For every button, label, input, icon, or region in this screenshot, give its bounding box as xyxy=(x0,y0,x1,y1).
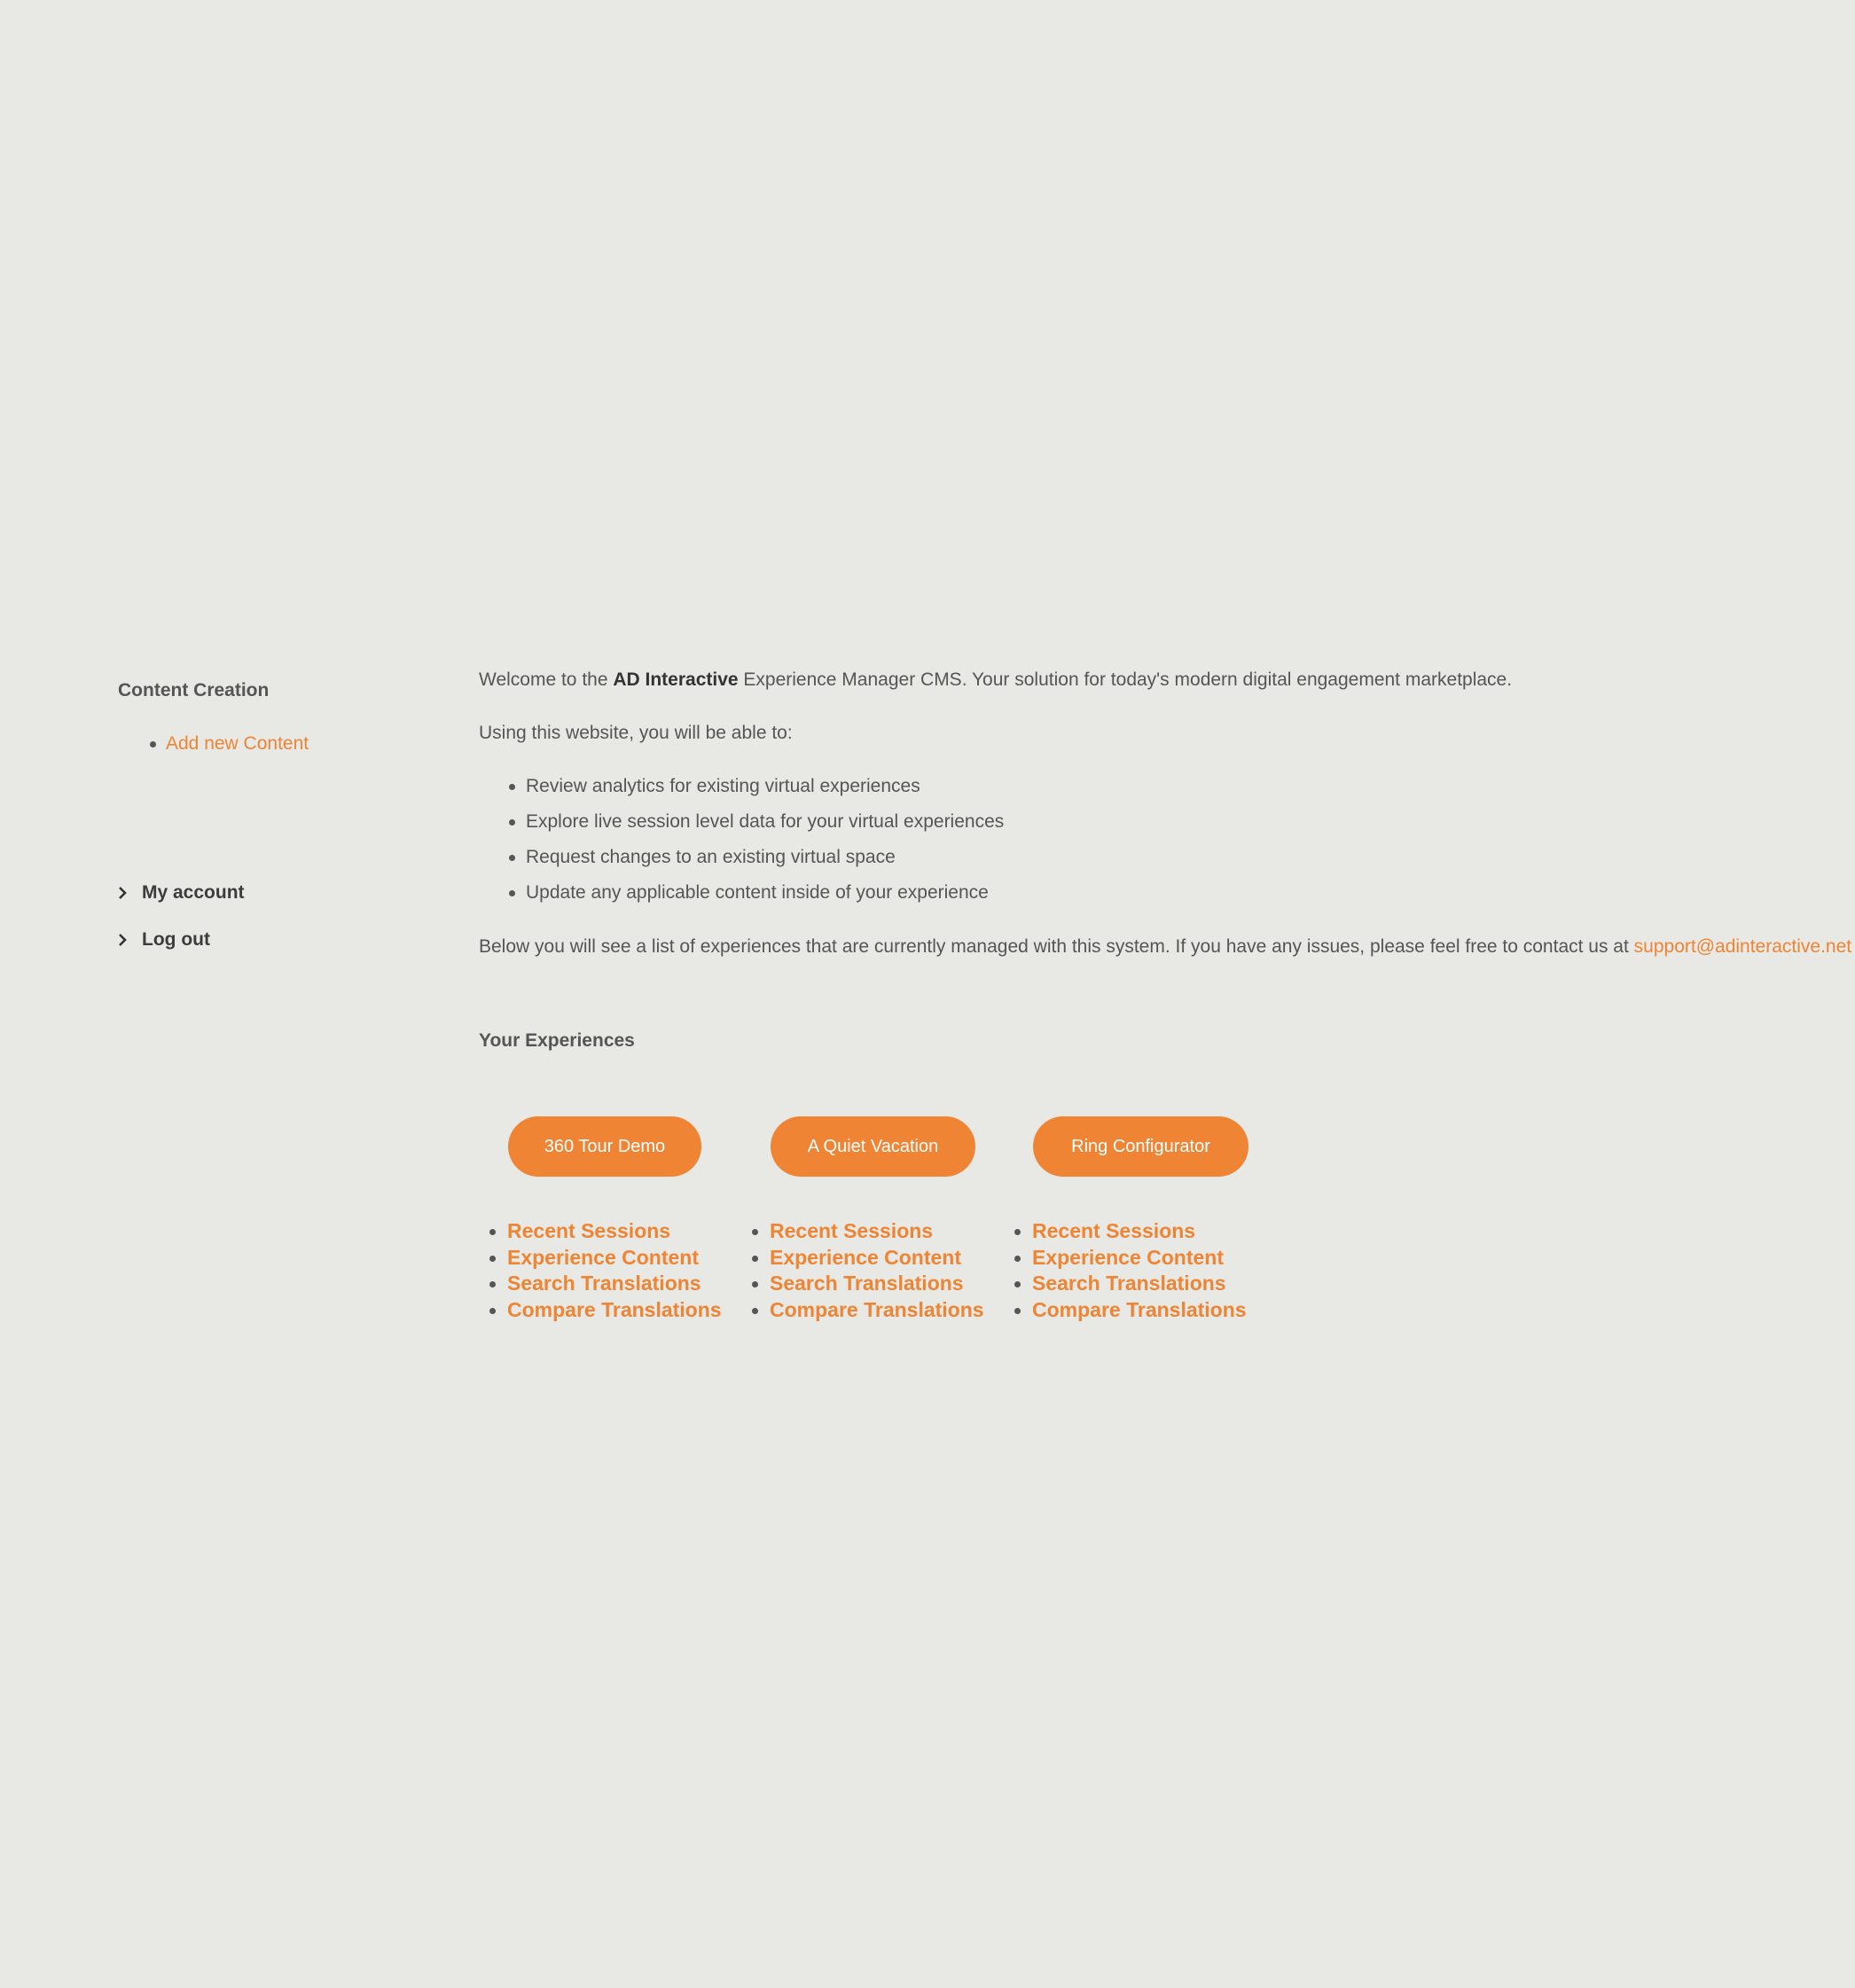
capabilities-list xyxy=(526,771,1004,913)
list-item: Update any applicable content inside of your experience xyxy=(526,878,1004,913)
list-item xyxy=(741,1218,984,1245)
list-item xyxy=(1004,1271,1247,1297)
account-menu xyxy=(118,869,245,963)
my-account-link[interactable]: My account xyxy=(142,881,245,903)
list-item xyxy=(741,1271,984,1297)
log-out-link[interactable]: Log out xyxy=(142,928,210,950)
list-item xyxy=(1004,1245,1247,1272)
list-item: Request changes to an existing virtual space xyxy=(526,842,1004,878)
content-creation-title: Content Creation xyxy=(118,680,270,700)
list-item xyxy=(1004,1297,1247,1324)
chevron-right-icon xyxy=(118,934,141,946)
using-text: Using this website, you will be able to: xyxy=(479,723,793,743)
experience-content-link[interactable]: Experience Content xyxy=(1032,1245,1224,1269)
list-item: Review analytics for existing virtual experiences xyxy=(526,771,1004,807)
welcome-prefix: Welcome to the xyxy=(479,669,614,690)
recent-sessions-link[interactable]: Recent Sessions xyxy=(1032,1219,1196,1242)
search-translations-link[interactable]: Search Translations xyxy=(1032,1272,1226,1295)
experience-links xyxy=(1004,1218,1247,1323)
experience-links xyxy=(479,1218,722,1323)
list-item xyxy=(741,1245,984,1272)
chevron-right-icon xyxy=(118,887,141,899)
sidebar xyxy=(118,674,419,950)
experience-card xyxy=(479,1116,722,1321)
brand-name: AD Interactive xyxy=(613,669,739,690)
my-account-item[interactable] xyxy=(118,869,245,916)
compare-translations-link[interactable]: Compare Translations xyxy=(507,1297,722,1321)
compare-translations-link[interactable]: Compare Translations xyxy=(1032,1297,1247,1321)
content-creation-menu xyxy=(150,731,309,757)
experience-card xyxy=(1004,1116,1248,1321)
contact-prefix: Below you will see a list of experiences that are currently managed with this system. If you have any issues, please feel free to contact us at xyxy=(479,936,1634,957)
compare-translations-link[interactable]: Compare Translations xyxy=(770,1297,984,1321)
experience-button[interactable]: Ring Configurator xyxy=(1033,1116,1248,1177)
contact-text xyxy=(479,932,1851,962)
experience-content-link[interactable]: Experience Content xyxy=(770,1245,961,1269)
experiences-title: Your Experiences xyxy=(479,1030,635,1051)
list-item xyxy=(741,1297,984,1324)
list-item xyxy=(479,1245,722,1272)
list-item xyxy=(150,731,309,757)
welcome-text xyxy=(479,665,1512,695)
list-item xyxy=(479,1218,722,1245)
list-item xyxy=(479,1297,722,1324)
add-new-content-link[interactable]: Add new Content xyxy=(166,733,309,754)
experience-button[interactable]: A Quiet Vacation xyxy=(771,1116,975,1177)
recent-sessions-link[interactable]: Recent Sessions xyxy=(507,1219,671,1242)
log-out-item[interactable] xyxy=(118,916,245,963)
welcome-suffix: Experience Manager CMS. Your solution for today's modern digital engagement marketplace. xyxy=(738,669,1513,690)
support-email-link[interactable]: support@adinteractive.net xyxy=(1633,936,1852,957)
experience-button[interactable]: 360 Tour Demo xyxy=(508,1116,701,1177)
list-item xyxy=(1004,1218,1247,1245)
recent-sessions-link[interactable]: Recent Sessions xyxy=(770,1219,934,1242)
search-translations-link[interactable]: Search Translations xyxy=(770,1272,964,1295)
experience-card xyxy=(741,1116,984,1321)
bullet-icon xyxy=(150,741,156,747)
search-translations-link[interactable]: Search Translations xyxy=(507,1272,701,1295)
experience-links xyxy=(741,1218,984,1323)
experience-content-link[interactable]: Experience Content xyxy=(507,1245,699,1269)
list-item xyxy=(479,1271,722,1297)
list-item: Explore live session level data for your virtual experiences xyxy=(526,807,1004,842)
